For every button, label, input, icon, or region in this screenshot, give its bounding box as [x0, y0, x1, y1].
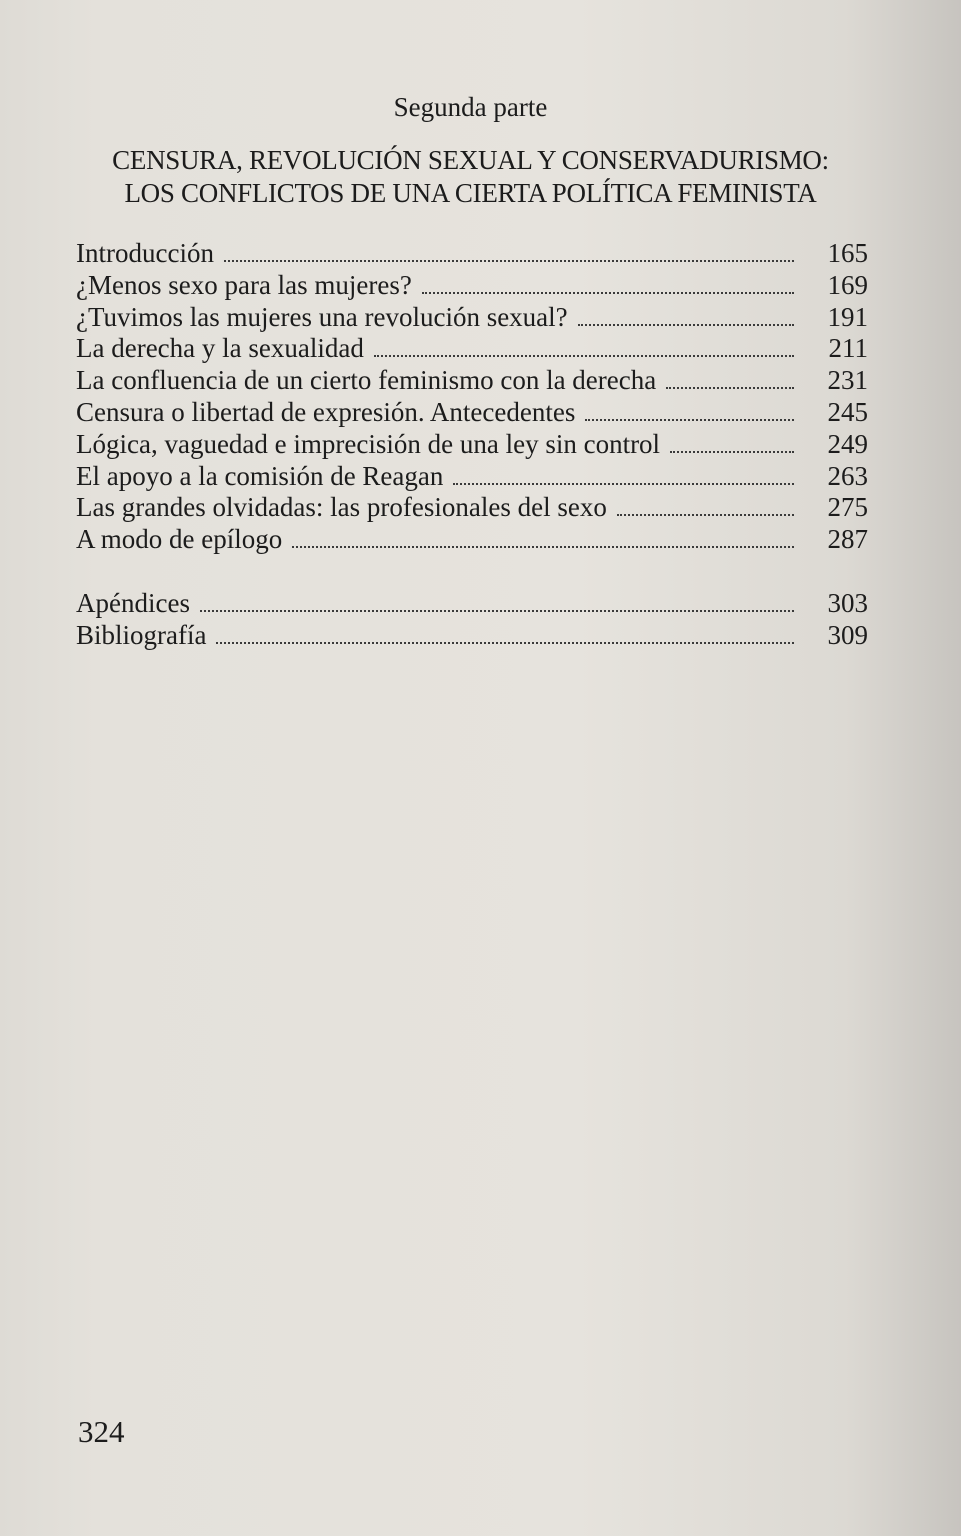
page-number: 324 [78, 1414, 125, 1449]
toc-entry-page: 263 [827, 460, 868, 491]
dot-leader [670, 451, 794, 453]
toc-entry [76, 461, 868, 493]
dot-leader [200, 610, 794, 612]
toc-entry [76, 270, 868, 302]
section-title-line-2: LOS CONFLICTOS DE UNA CIERTA POLÍTICA FEMINISTA [124, 178, 817, 208]
section-title [60, 144, 881, 210]
toc-entry [76, 302, 868, 334]
part-label: Segunda parte [393, 92, 548, 122]
toc-entry-title: ¿Menos sexo para las mujeres? [76, 269, 412, 300]
toc-entry-title: Lógica, vaguedad e imprecisión de una ley sin control [76, 428, 661, 459]
toc-entry-title: El apoyo a la comisión de Reagan [76, 460, 444, 491]
toc-entry-page: 287 [827, 524, 868, 555]
toc-entry-title: Censura o libertad de expresión. Antecedentes [76, 396, 576, 427]
toc-entry-title: Introducción [76, 238, 214, 268]
toc-entry-page: 169 [827, 269, 868, 300]
toc-entry [76, 524, 868, 556]
toc-entry [76, 429, 868, 461]
dot-leader [453, 483, 794, 485]
dot-leader [666, 387, 794, 389]
dot-leader [617, 514, 794, 516]
dot-leader [422, 292, 794, 294]
toc-entry-title: A modo de epílogo [76, 524, 283, 555]
appendix-contents [76, 588, 868, 652]
toc-entry-page: 245 [827, 396, 868, 427]
toc-entry-page: 231 [827, 365, 868, 396]
toc-entry-title: ¿Tuvimos las mujeres una revolución sexual? [76, 301, 568, 332]
toc-entry [76, 588, 868, 620]
toc-entry [76, 492, 868, 524]
section-title-line-1: CENSURA, REVOLUCIÓN SEXUAL Y CONSERVADURISMO: [112, 145, 829, 175]
toc-entry-page: 165 [827, 238, 868, 268]
toc-entry-page: 309 [827, 619, 868, 650]
toc-entry-title: La derecha y la sexualidad [76, 333, 364, 364]
dot-leader [578, 324, 794, 326]
toc-entry-title: Las grandes olvidadas: las profesionales del sexo [76, 492, 607, 523]
toc-entry [76, 238, 868, 270]
dot-leader [292, 546, 794, 548]
dot-leader [216, 642, 794, 644]
dot-leader [374, 355, 794, 357]
toc-entry-title: Apéndices [76, 588, 190, 618]
dot-leader [224, 260, 794, 262]
toc-entry-page: 249 [827, 428, 868, 459]
toc-entry [76, 365, 868, 397]
table-of-contents [76, 238, 868, 556]
toc-entry-page: 191 [827, 301, 868, 332]
toc-entry-title: Bibliografía [76, 619, 207, 650]
toc-entry [76, 397, 868, 429]
toc-entry-title: La confluencia de un cierto feminismo con la derecha [76, 365, 657, 396]
dot-leader [585, 419, 794, 421]
toc-entry-page: 303 [827, 588, 868, 618]
toc-entry-page: 275 [827, 492, 868, 523]
toc-entry [76, 620, 868, 652]
toc-entry [76, 333, 868, 365]
toc-entry-page: 211 [828, 333, 868, 364]
